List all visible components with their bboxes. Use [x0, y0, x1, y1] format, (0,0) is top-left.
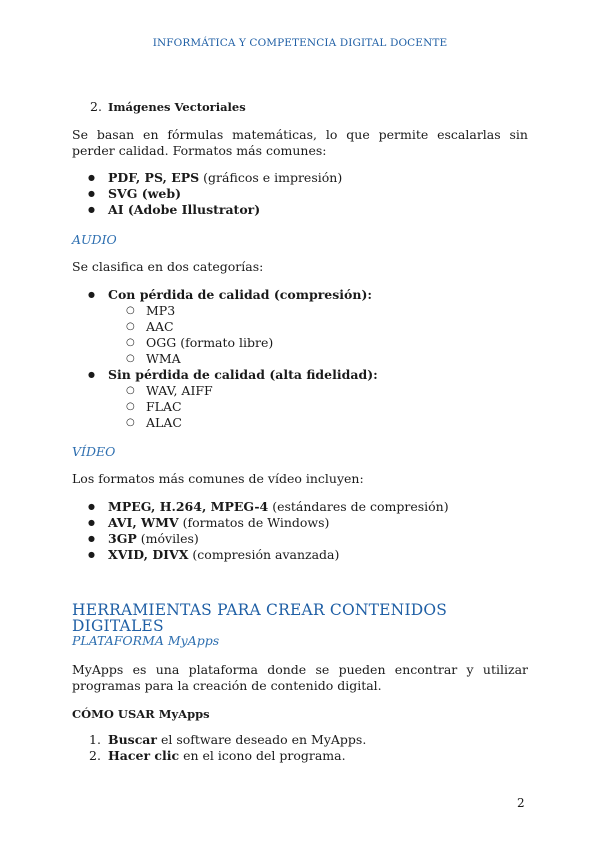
audio-intro: Se clasifica en dos categorías: [72, 259, 264, 274]
howto-steps-list [72, 732, 528, 764]
list-item: ● 3GP (móviles) [72, 531, 528, 547]
sub-list-item: ○ WAV, AIFF [72, 383, 528, 399]
sub-list-item: ○ AAC [72, 319, 528, 335]
vector-intro: Se basan en fórmulas matemáticas, lo que permite escalarlas sin perder calidad. Formatos más comunes: [72, 127, 528, 158]
list-item: ● SVG (web) [72, 186, 528, 202]
howto-title: CÓMO USAR MyApps [72, 707, 210, 721]
page-header: INFORMÁTICA Y COMPETENCIA DIGITAL DOCENTE [152, 37, 448, 49]
vector-format-list [72, 170, 528, 218]
list-item-lossy: ● Con pérdida de calidad (compresión): [72, 287, 528, 303]
step-item: 1. Buscar el software deseado en MyApps. [89, 732, 367, 747]
list-item: ● AVI, WMV (formatos de Windows) [72, 515, 528, 531]
vector-heading-title: Imágenes Vectoriales [108, 100, 246, 114]
list-item-lossless: ● Sin pérdida de calidad (alta fidelidad): [72, 367, 528, 383]
myapps-subheading: PLATAFORMA MyApps [72, 633, 220, 648]
sub-list-item: ○ OGG (formato libre) [72, 335, 528, 351]
video-format-list [72, 499, 528, 563]
list-item: ● AI (Adobe Illustrator) [72, 202, 528, 218]
vector-heading-number: 2. [90, 99, 102, 114]
page-number: 2 [517, 796, 525, 810]
sub-list-item: ○ FLAC [72, 399, 528, 415]
list-item: ● MPEG, H.264, MPEG-4 (estándares de compresión) [72, 499, 528, 515]
sub-list-item: ○ MP3 [72, 303, 528, 319]
audio-category-list [72, 287, 528, 431]
tools-heading: HERRAMIENTAS PARA CREAR CONTENIDOS DIGITALES [72, 601, 448, 635]
audio-heading: AUDIO [72, 232, 117, 247]
myapps-intro: MyApps es una plataforma donde se pueden encontrar y utilizar programas para la creación de contenido digital. [72, 662, 528, 693]
list-item: ● XVID, DIVX (compresión avanzada) [72, 547, 528, 563]
video-intro: Los formatos más comunes de vídeo incluyen: [72, 471, 364, 486]
sub-list-item: ○ WMA [72, 351, 528, 367]
step-item: 2. Hacer clic en el icono del programa. [89, 748, 346, 763]
sub-list-item: ○ ALAC [72, 415, 528, 431]
video-heading: VÍDEO [72, 444, 116, 459]
list-item: ● PDF, PS, EPS (gráficos e impresión) [72, 170, 528, 186]
